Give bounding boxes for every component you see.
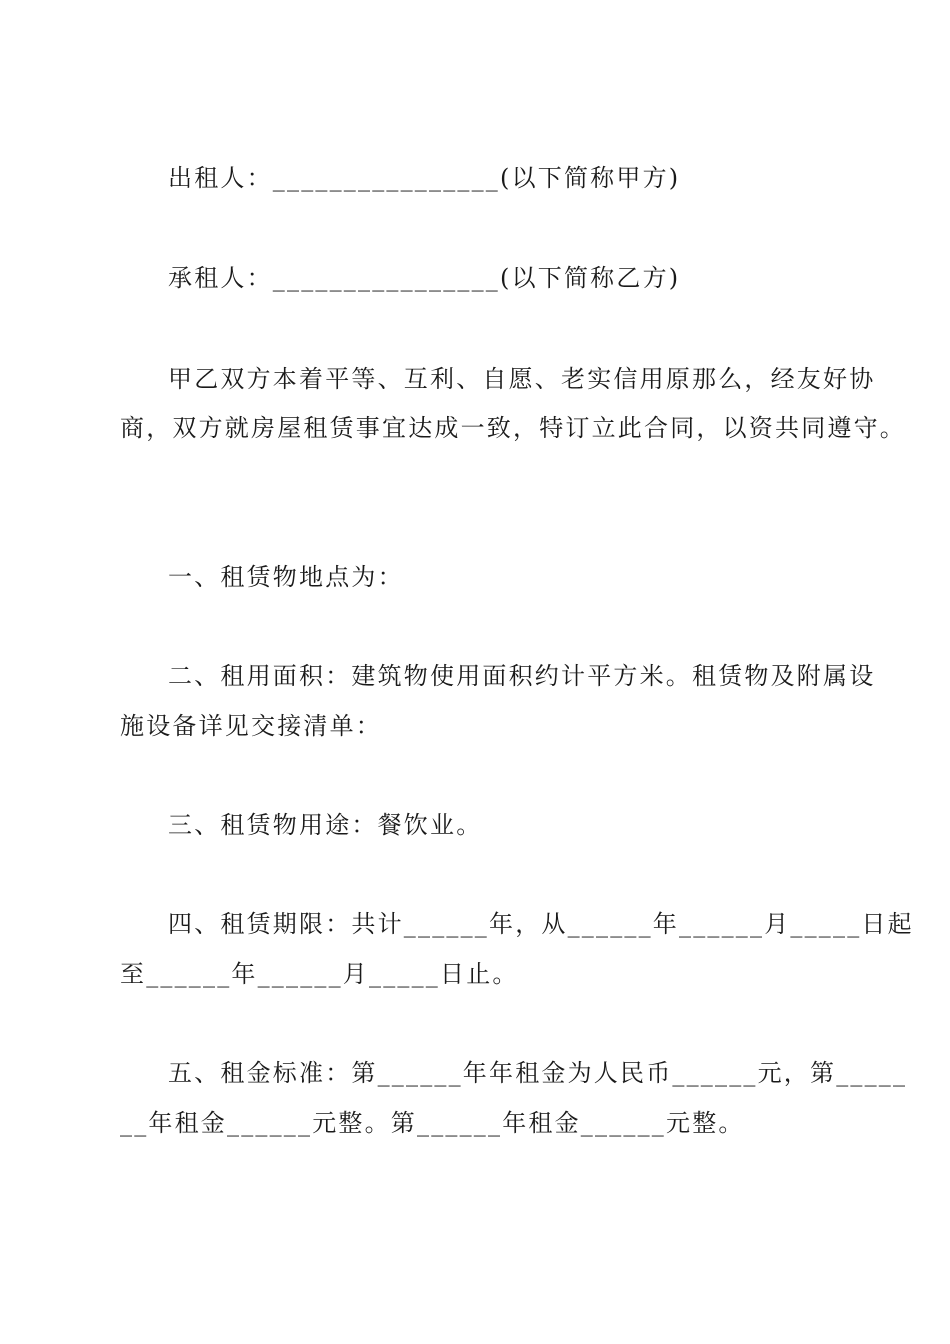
lessor-line: 出租人：________________(以下简称甲方) xyxy=(168,164,681,192)
clause-5-line-2: __年租金______元整。第______年租金______元整。 xyxy=(120,1109,745,1137)
lessee-line: 承租人：________________(以下简称乙方) xyxy=(168,264,681,292)
clause-4-line-2: 至______年______月_____日止。 xyxy=(120,960,519,988)
clause-1: 一、租赁物地点为： xyxy=(168,563,404,591)
clause-3: 三、租赁物用途：餐饮业。 xyxy=(168,811,483,839)
clause-4-line-1: 四、租赁期限：共计______年，从______年______月_____日起 xyxy=(168,910,914,938)
preamble-line-1: 甲乙双方本着平等、互利、自愿、老实信用原那么，经友好协 xyxy=(168,365,876,393)
clause-2-line-1: 二、租用面积：建筑物使用面积约计平方米。租赁物及附属设 xyxy=(168,662,876,690)
clause-5-line-1: 五、租金标准：第______年年租金为人民币______元，第_____ xyxy=(168,1059,908,1087)
preamble-line-2: 商，双方就房屋租赁事宜达成一致，特订立此合同，以资共同遵守。 xyxy=(120,414,906,442)
clause-2-line-2: 施设备详见交接清单： xyxy=(120,712,382,740)
